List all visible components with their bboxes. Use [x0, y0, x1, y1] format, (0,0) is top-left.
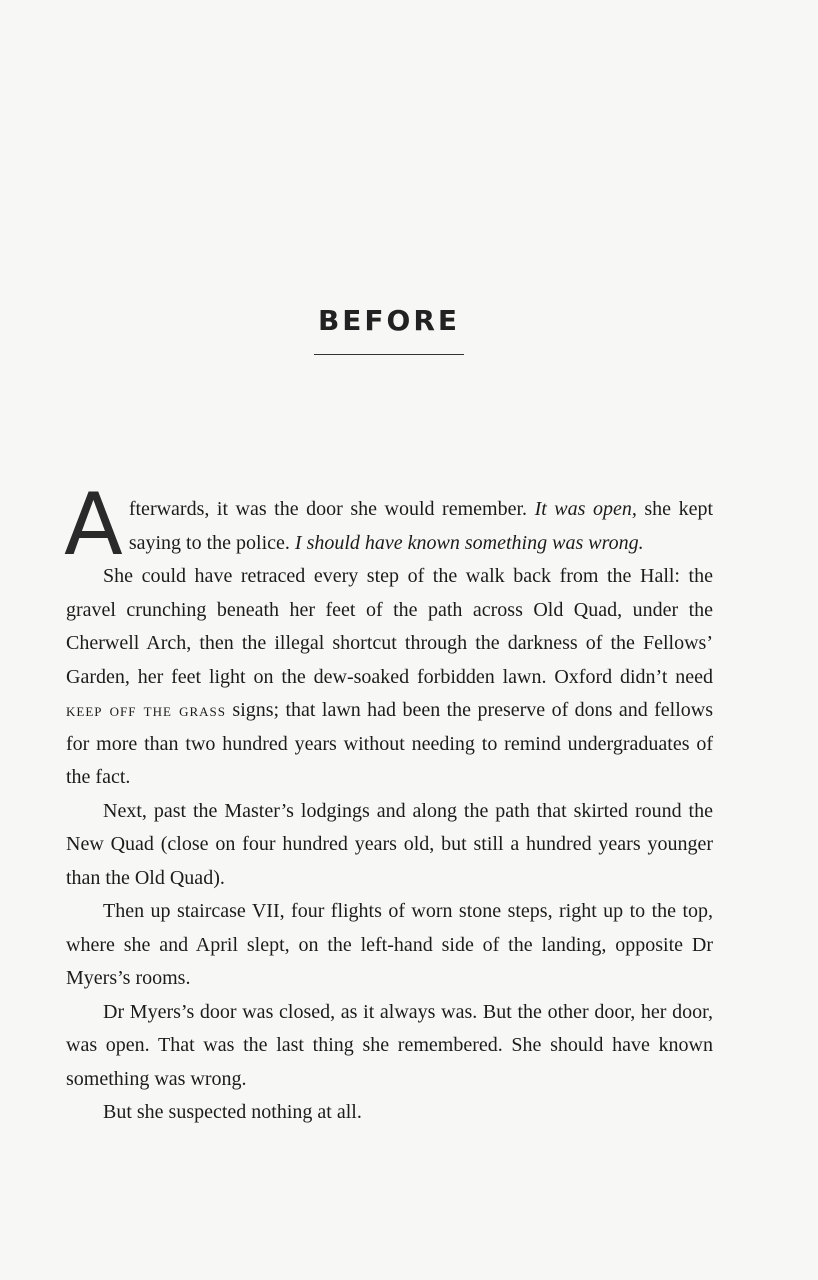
- drop-cap: A: [64, 475, 123, 575]
- text-run: Next, past the Master’s lodgings and along the path that skirted round the New Quad (close on four hundred years old, but still a hundred years younger than the Old Quad).: [66, 799, 713, 889]
- text-run: But she suspected nothing at all.: [103, 1101, 362, 1123]
- text-run: signs; that lawn had been the preserve of dons and fellows for more than two hundred years without needing to remind undergraduates of the fact.: [66, 699, 713, 788]
- paragraph: [66, 895, 713, 996]
- paragraph: [66, 795, 713, 896]
- paragraph: [66, 996, 713, 1097]
- text-run: Then up staircase VII, four flights of worn stone steps, right up to the top, where she and April slept, on the left-hand side of the landing, opposite Dr Myers’s rooms.: [66, 900, 713, 989]
- text-run: fterwards, it was the door she would remember.: [128, 498, 535, 520]
- text-run: She could have retraced every step of the walk back from the Hall: the gravel crunching beneath her feet of the path across Old Quad, under the Cherwell Arch, then the illegal shortcut through the darkness of the Fellows’ Garden, her feet light on the dew-soaked forbidden lawn. Oxford didn’t need: [66, 565, 713, 688]
- text-run-italic: I should have known something was wrong.: [294, 531, 644, 554]
- title-underline-rule: [314, 354, 464, 355]
- text-run: she kept saying to the police.: [128, 498, 714, 554]
- text-run-smallcaps: keep off the grass: [66, 700, 226, 721]
- chapter-body: [64, 475, 714, 1130]
- paragraph: [66, 560, 713, 795]
- text-run: Dr Myers’s door was closed, as it always was. But the other door, her door, was open. That was the last thing she remembered. She should have known something was wrong.: [66, 1000, 713, 1090]
- chapter-title: BEFORE: [317, 304, 461, 337]
- text-run-italic: It was open,: [534, 498, 637, 520]
- paragraph: [66, 1096, 713, 1130]
- paragraph: [64, 475, 714, 575]
